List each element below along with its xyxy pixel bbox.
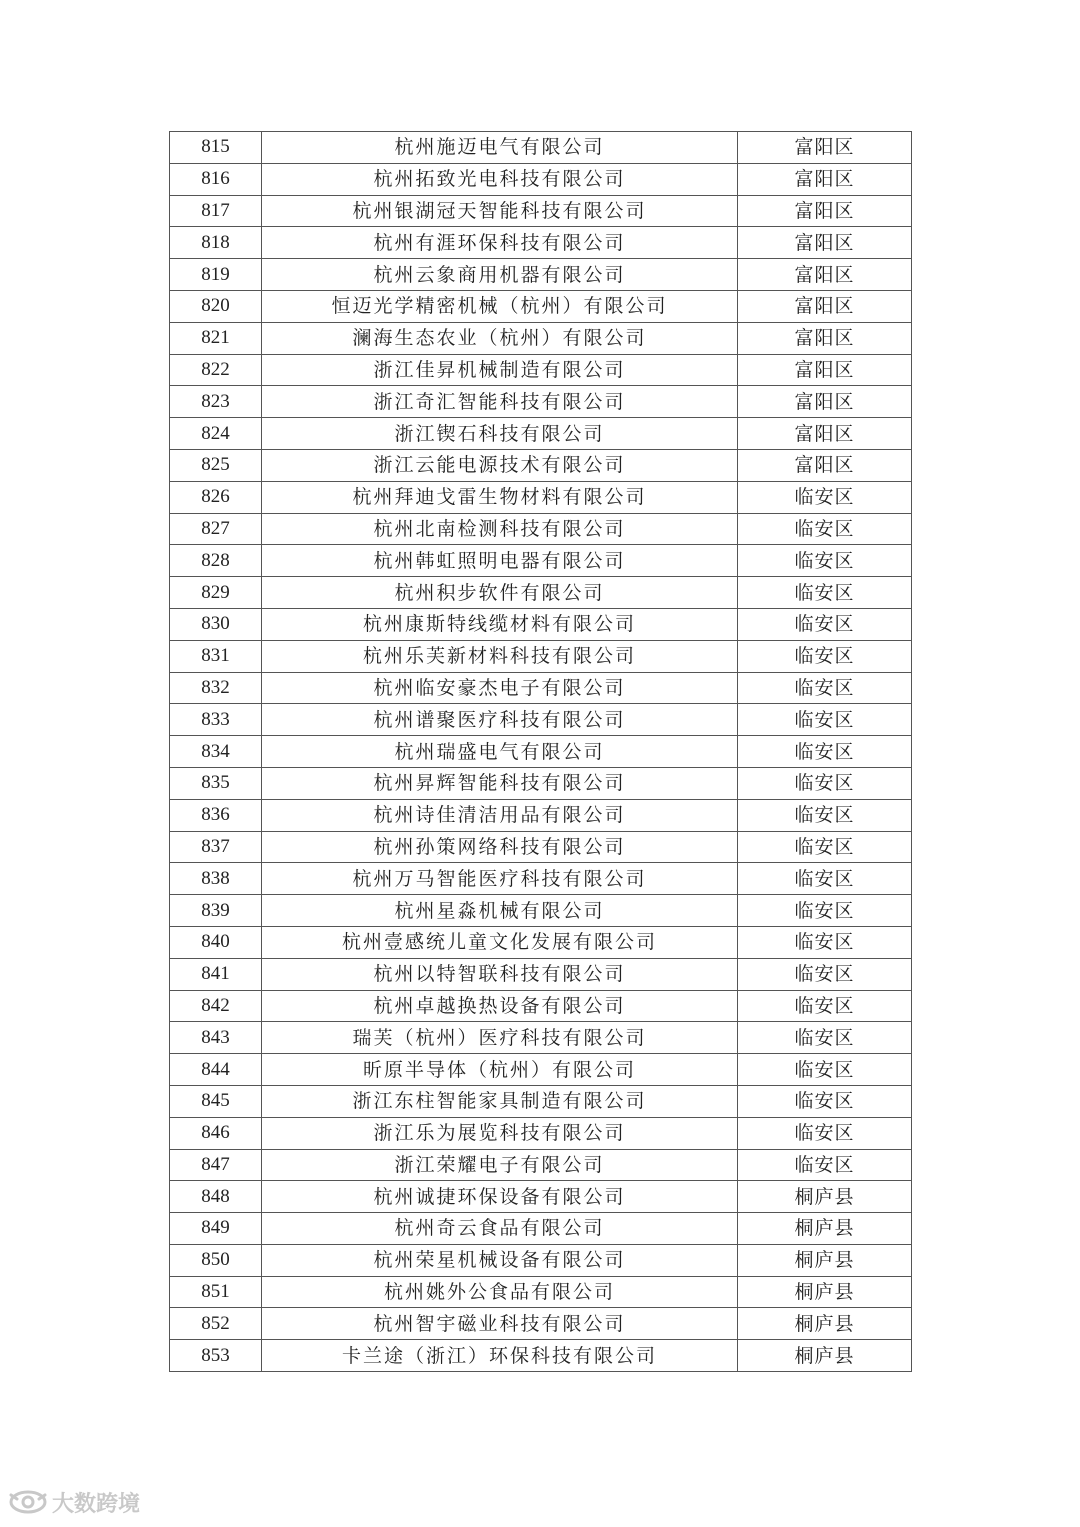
company-name: 杭州昇辉智能科技有限公司	[262, 767, 738, 799]
row-number: 849	[170, 1213, 262, 1245]
row-number: 836	[170, 799, 262, 831]
table-row	[170, 958, 912, 990]
row-number: 816	[170, 163, 262, 195]
district-name: 临安区	[738, 990, 912, 1022]
row-number: 825	[170, 449, 262, 481]
company-name: 恒迈光学精密机械（杭州）有限公司	[262, 290, 738, 322]
company-name: 浙江佳昇机械制造有限公司	[262, 354, 738, 386]
table-row	[170, 799, 912, 831]
company-name: 杭州乐芙新材料科技有限公司	[262, 640, 738, 672]
district-name: 临安区	[738, 767, 912, 799]
company-name: 杭州银湖冠天智能科技有限公司	[262, 195, 738, 227]
row-number: 833	[170, 704, 262, 736]
row-number: 822	[170, 354, 262, 386]
table-row	[170, 672, 912, 704]
district-name: 桐庐县	[738, 1276, 912, 1308]
row-number: 842	[170, 990, 262, 1022]
table-row	[170, 767, 912, 799]
table-row	[170, 1022, 912, 1054]
company-name: 杭州康斯特线缆材料有限公司	[262, 608, 738, 640]
district-name: 桐庐县	[738, 1181, 912, 1213]
table-row	[170, 481, 912, 513]
row-number: 835	[170, 767, 262, 799]
district-name: 桐庐县	[738, 1244, 912, 1276]
company-name: 浙江乐为展览科技有限公司	[262, 1117, 738, 1149]
watermark	[8, 1486, 140, 1518]
table-row	[170, 1276, 912, 1308]
row-number: 841	[170, 958, 262, 990]
table-row	[170, 640, 912, 672]
row-number: 829	[170, 577, 262, 609]
district-name: 桐庐县	[738, 1213, 912, 1245]
company-name: 杭州积步软件有限公司	[262, 577, 738, 609]
row-number: 832	[170, 672, 262, 704]
table-row	[170, 736, 912, 768]
company-name: 浙江锲石科技有限公司	[262, 418, 738, 450]
row-number: 815	[170, 132, 262, 164]
table-row	[170, 1308, 912, 1340]
district-name: 临安区	[738, 545, 912, 577]
table-row	[170, 608, 912, 640]
district-name: 临安区	[738, 513, 912, 545]
district-name: 富阳区	[738, 259, 912, 291]
table-row	[170, 863, 912, 895]
district-name: 临安区	[738, 1149, 912, 1181]
table-row	[170, 577, 912, 609]
company-name: 杭州韩虹照明电器有限公司	[262, 545, 738, 577]
company-name: 杭州拜迪戈雷生物材料有限公司	[262, 481, 738, 513]
row-number: 824	[170, 418, 262, 450]
table-row	[170, 418, 912, 450]
table-row	[170, 1244, 912, 1276]
district-name: 临安区	[738, 608, 912, 640]
district-name: 富阳区	[738, 354, 912, 386]
row-number: 827	[170, 513, 262, 545]
company-name: 杭州拓致光电科技有限公司	[262, 163, 738, 195]
district-name: 富阳区	[738, 132, 912, 164]
district-name: 桐庐县	[738, 1308, 912, 1340]
district-name: 富阳区	[738, 195, 912, 227]
company-name: 瑞芙（杭州）医疗科技有限公司	[262, 1022, 738, 1054]
row-number: 839	[170, 895, 262, 927]
row-number: 840	[170, 926, 262, 958]
row-number: 844	[170, 1054, 262, 1086]
table-row	[170, 513, 912, 545]
district-name: 富阳区	[738, 386, 912, 418]
row-number: 834	[170, 736, 262, 768]
table-row	[170, 545, 912, 577]
table-row	[170, 163, 912, 195]
table-row	[170, 322, 912, 354]
district-name: 临安区	[738, 863, 912, 895]
company-name: 杭州卓越换热设备有限公司	[262, 990, 738, 1022]
district-name: 富阳区	[738, 163, 912, 195]
table-row	[170, 1340, 912, 1372]
district-name: 临安区	[738, 831, 912, 863]
company-name: 澜海生态农业（杭州）有限公司	[262, 322, 738, 354]
row-number: 852	[170, 1308, 262, 1340]
company-name: 杭州荣星机械设备有限公司	[262, 1244, 738, 1276]
row-number: 853	[170, 1340, 262, 1372]
district-name: 临安区	[738, 958, 912, 990]
company-name: 杭州有涯环保科技有限公司	[262, 227, 738, 259]
row-number: 850	[170, 1244, 262, 1276]
district-name: 富阳区	[738, 418, 912, 450]
company-name: 浙江荣耀电子有限公司	[262, 1149, 738, 1181]
row-number: 831	[170, 640, 262, 672]
district-name: 临安区	[738, 640, 912, 672]
row-number: 848	[170, 1181, 262, 1213]
district-name: 临安区	[738, 704, 912, 736]
district-name: 临安区	[738, 672, 912, 704]
row-number: 819	[170, 259, 262, 291]
district-name: 临安区	[738, 577, 912, 609]
row-number: 820	[170, 290, 262, 322]
table-row	[170, 831, 912, 863]
district-name: 临安区	[738, 926, 912, 958]
table-row	[170, 227, 912, 259]
district-name: 临安区	[738, 799, 912, 831]
district-name: 临安区	[738, 481, 912, 513]
company-name: 杭州孙策网络科技有限公司	[262, 831, 738, 863]
table-row	[170, 259, 912, 291]
table-row	[170, 1213, 912, 1245]
company-name: 杭州临安豪杰电子有限公司	[262, 672, 738, 704]
row-number: 821	[170, 322, 262, 354]
row-number: 830	[170, 608, 262, 640]
row-number: 838	[170, 863, 262, 895]
row-number: 845	[170, 1085, 262, 1117]
company-name: 杭州诚捷环保设备有限公司	[262, 1181, 738, 1213]
company-name: 杭州奇云食品有限公司	[262, 1213, 738, 1245]
table-row	[170, 1054, 912, 1086]
row-number: 818	[170, 227, 262, 259]
company-name: 杭州万马智能医疗科技有限公司	[262, 863, 738, 895]
row-number: 826	[170, 481, 262, 513]
company-name: 昕原半导体（杭州）有限公司	[262, 1054, 738, 1086]
company-table-body	[170, 132, 912, 1372]
table-row	[170, 1085, 912, 1117]
row-number: 828	[170, 545, 262, 577]
district-name: 临安区	[738, 1117, 912, 1149]
table-row	[170, 704, 912, 736]
table-row	[170, 926, 912, 958]
row-number: 843	[170, 1022, 262, 1054]
table-row	[170, 290, 912, 322]
table-row	[170, 1181, 912, 1213]
company-name: 杭州以特智联科技有限公司	[262, 958, 738, 990]
table-row	[170, 354, 912, 386]
company-name: 杭州星淼机械有限公司	[262, 895, 738, 927]
row-number: 817	[170, 195, 262, 227]
company-name: 杭州智宇磁业科技有限公司	[262, 1308, 738, 1340]
company-name: 杭州施迈电气有限公司	[262, 132, 738, 164]
table-row	[170, 386, 912, 418]
company-name: 浙江云能电源技术有限公司	[262, 449, 738, 481]
table-row	[170, 449, 912, 481]
table-row	[170, 1149, 912, 1181]
row-number: 837	[170, 831, 262, 863]
district-name: 富阳区	[738, 290, 912, 322]
table-row	[170, 132, 912, 164]
district-name: 富阳区	[738, 227, 912, 259]
table-row	[170, 195, 912, 227]
row-number: 823	[170, 386, 262, 418]
district-name: 临安区	[738, 1022, 912, 1054]
district-name: 临安区	[738, 1054, 912, 1086]
watermark-text: 大数跨境	[52, 1491, 141, 1517]
row-number: 846	[170, 1117, 262, 1149]
company-name: 杭州壹感统儿童文化发展有限公司	[262, 926, 738, 958]
district-name: 富阳区	[738, 449, 912, 481]
row-number: 847	[170, 1149, 262, 1181]
table-row	[170, 990, 912, 1022]
table-row	[170, 1117, 912, 1149]
company-name: 卡兰途（浙江）环保科技有限公司	[262, 1340, 738, 1372]
district-name: 临安区	[738, 1085, 912, 1117]
district-name: 临安区	[738, 736, 912, 768]
district-name: 富阳区	[738, 322, 912, 354]
company-name: 浙江东柱智能家具制造有限公司	[262, 1085, 738, 1117]
company-name: 浙江奇汇智能科技有限公司	[262, 386, 738, 418]
company-table	[169, 131, 912, 1372]
table-row	[170, 895, 912, 927]
eye-logo-icon	[8, 1489, 48, 1515]
company-name: 杭州瑞盛电气有限公司	[262, 736, 738, 768]
company-name: 杭州姚外公食品有限公司	[262, 1276, 738, 1308]
company-name: 杭州诗佳清洁用品有限公司	[262, 799, 738, 831]
company-name: 杭州云象商用机器有限公司	[262, 259, 738, 291]
company-name: 杭州谱聚医疗科技有限公司	[262, 704, 738, 736]
district-name: 临安区	[738, 895, 912, 927]
row-number: 851	[170, 1276, 262, 1308]
district-name: 桐庐县	[738, 1340, 912, 1372]
company-name: 杭州北南检测科技有限公司	[262, 513, 738, 545]
